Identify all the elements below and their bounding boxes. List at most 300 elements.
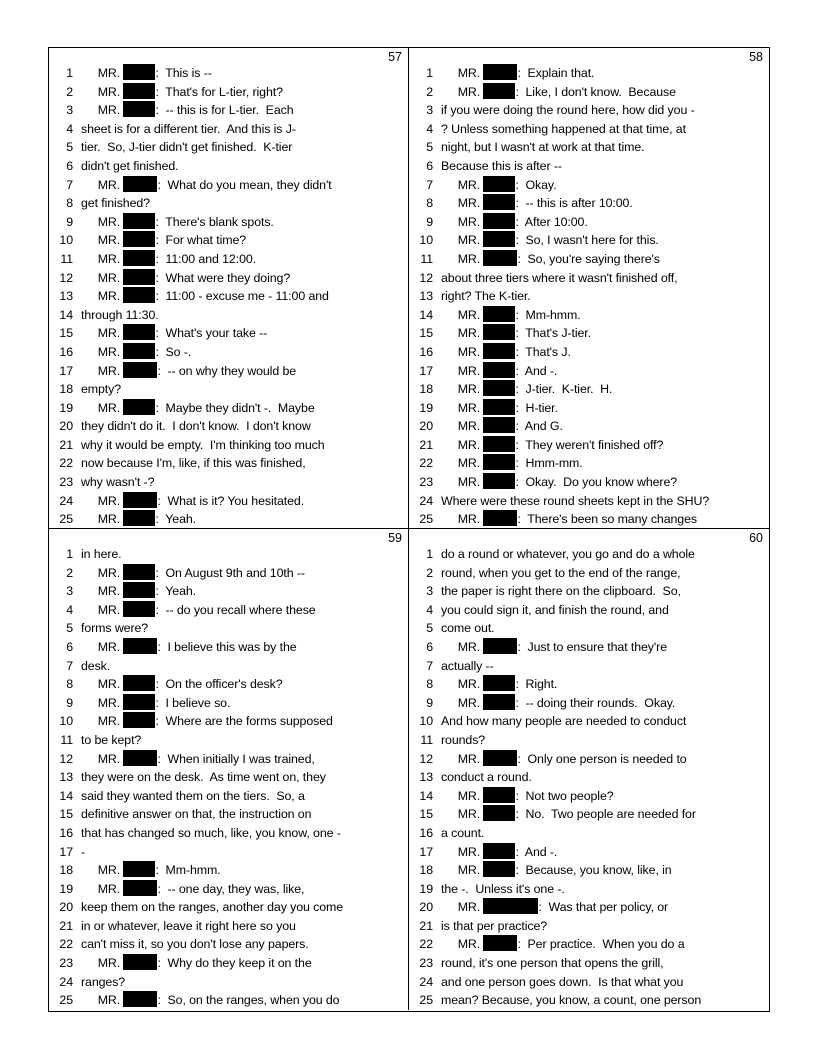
line-text [441, 287, 765, 306]
line-number: 19 [59, 881, 73, 896]
redaction-box [123, 269, 155, 285]
transcript-line [49, 824, 408, 843]
line-text [441, 787, 765, 806]
transcript-line [409, 638, 769, 657]
redaction-box [123, 861, 155, 877]
text-segment: : There's been so many changes [517, 512, 697, 527]
text-segment: MR. [441, 863, 484, 878]
line-text [81, 101, 404, 120]
text-segment: : On August 9th and 10th -- [155, 565, 305, 580]
text-segment: : Yeah. [155, 584, 197, 599]
page-lines [409, 64, 769, 529]
line-number: 21 [419, 918, 433, 933]
line-number: 6 [66, 639, 73, 654]
redaction-box [483, 194, 515, 210]
line-text [81, 750, 404, 769]
line-text [81, 343, 404, 362]
line-number: 14 [419, 788, 433, 803]
text-segment: round, when you get to the end of the range, [441, 565, 681, 580]
line-number: 25 [59, 512, 73, 527]
line-text [81, 712, 404, 731]
text-segment: : For what time? [155, 233, 247, 248]
text-segment: Where were these round sheets kept in the SHU? [441, 493, 710, 508]
redaction-box [123, 638, 157, 654]
transcript-line [409, 582, 769, 601]
transcript-line [409, 399, 769, 418]
redaction-box [483, 787, 515, 803]
line-text [81, 83, 404, 102]
redaction-box [483, 473, 515, 489]
transcript-line [409, 83, 769, 102]
transcript-line [409, 231, 769, 250]
line-number: 23 [59, 956, 73, 971]
line-text [81, 898, 404, 917]
transcript-line [49, 306, 408, 325]
text-segment: MR. [81, 326, 124, 341]
redaction-box [123, 601, 155, 617]
line-text [441, 138, 765, 157]
line-text [441, 417, 765, 436]
text-segment: : Like, I don't know. Because [515, 84, 676, 99]
transcript-line [49, 454, 408, 473]
text-segment: : -- one day, they was, like, [157, 881, 305, 896]
redaction-box [483, 935, 517, 951]
line-text [441, 657, 765, 676]
transcript-line [409, 861, 769, 880]
redaction-box [123, 675, 155, 691]
line-number: 9 [426, 214, 433, 229]
line-text [441, 768, 765, 787]
text-segment: rounds? [441, 732, 486, 747]
transcript-line [49, 231, 408, 250]
line-number: 2 [66, 84, 73, 99]
text-segment: MR. [81, 714, 124, 729]
transcript-line [49, 935, 408, 954]
line-number: 17 [59, 844, 73, 859]
redaction-box [123, 991, 157, 1007]
text-segment: : Only one person is needed to [517, 751, 687, 766]
transcript-page [49, 529, 409, 1010]
transcript-line [49, 675, 408, 694]
redaction-box [483, 231, 515, 247]
line-text [441, 545, 765, 564]
line-number: 23 [59, 475, 73, 490]
line-text [81, 768, 404, 787]
line-number: 22 [59, 937, 73, 952]
text-segment: MR. [81, 512, 124, 527]
line-text [441, 712, 765, 731]
text-segment: : Where are the forms supposed [155, 714, 333, 729]
text-segment: MR. [441, 363, 484, 378]
transcript-line [409, 194, 769, 213]
line-number: 24 [419, 974, 433, 989]
transcript-line [409, 824, 769, 843]
line-number: 7 [426, 177, 433, 192]
line-text [441, 750, 765, 769]
line-text [81, 954, 404, 973]
line-number: 14 [59, 307, 73, 322]
text-segment: : Not two people? [515, 788, 614, 803]
line-text [441, 324, 765, 343]
line-number: 25 [59, 993, 73, 1008]
redaction-box [123, 101, 155, 117]
transcript-line [409, 492, 769, 511]
text-segment: they didn't do it. I don't know. I don't know [81, 419, 311, 434]
transcript-line [49, 768, 408, 787]
transcript-line [49, 750, 408, 769]
line-number: 10 [419, 714, 433, 729]
line-text [81, 250, 404, 269]
transcript-line [409, 675, 769, 694]
transcript-line [49, 287, 408, 306]
text-segment: : H-tier. [515, 400, 558, 415]
redaction-box [123, 492, 157, 508]
line-number: 10 [419, 233, 433, 248]
text-segment: : 11:00 and 12:00. [155, 251, 256, 266]
text-segment: tier. So, J-tier didn't get finished. K-tier [81, 140, 293, 155]
transcript-line [49, 805, 408, 824]
text-segment: they were on the desk. As time went on, they [81, 770, 326, 785]
line-number: 8 [66, 677, 73, 692]
text-segment: MR. [441, 475, 484, 490]
line-number: 19 [59, 400, 73, 415]
text-segment: MR. [441, 900, 484, 915]
line-text [81, 324, 404, 343]
text-segment: : So, on the ranges, when you do [157, 993, 340, 1008]
text-segment: MR. [81, 602, 124, 617]
transcript-line [49, 657, 408, 676]
line-number: 13 [59, 289, 73, 304]
line-number: 16 [419, 344, 433, 359]
line-number: 14 [59, 788, 73, 803]
text-segment: MR. [441, 382, 484, 397]
transcript-line [49, 157, 408, 176]
transcript-line [409, 694, 769, 713]
transcript-line [49, 843, 408, 862]
line-text [81, 973, 404, 992]
transcript-line [49, 787, 408, 806]
transcript-line [409, 269, 769, 288]
line-text [441, 601, 765, 620]
page-lines [409, 545, 769, 1010]
text-segment: through 11:30. [81, 307, 159, 322]
text-segment: : -- do you recall where these [155, 602, 316, 617]
line-text [441, 991, 765, 1010]
redaction-box [123, 880, 157, 896]
line-number: 15 [419, 326, 433, 341]
text-segment: MR. [441, 512, 484, 527]
redaction-box [123, 582, 155, 598]
line-number: 5 [426, 140, 433, 155]
transcript-line [49, 138, 408, 157]
line-text [441, 176, 765, 195]
redaction-box [483, 805, 515, 821]
text-segment: : What's your take -- [155, 326, 268, 341]
line-text [441, 231, 765, 250]
line-text [81, 157, 404, 176]
line-number: 23 [419, 956, 433, 971]
text-segment: And how many people are needed to conduct [441, 714, 687, 729]
text-segment: : I believe this was by the [157, 639, 297, 654]
line-number: 20 [419, 900, 433, 915]
line-number: 22 [59, 456, 73, 471]
line-text [81, 843, 404, 862]
redaction-box [123, 694, 155, 710]
redaction-box [123, 213, 155, 229]
line-number: 20 [419, 419, 433, 434]
line-text [81, 582, 404, 601]
transcript-line [409, 880, 769, 899]
text-segment: didn't get finished. [81, 158, 179, 173]
line-text [81, 306, 404, 325]
line-number: 8 [426, 196, 433, 211]
line-text [441, 380, 765, 399]
redaction-box [123, 287, 155, 303]
page-number: 59 [388, 531, 402, 545]
line-number: 25 [419, 512, 433, 527]
text-segment: forms were? [81, 621, 149, 636]
transcript-line [409, 805, 769, 824]
transcript-line [409, 510, 769, 529]
line-number: 1 [426, 66, 433, 80]
line-text [441, 157, 765, 176]
line-number: 4 [66, 121, 73, 136]
line-text [81, 213, 404, 232]
text-segment: to be kept? [81, 732, 142, 747]
line-text [81, 731, 404, 750]
text-segment: MR. [81, 493, 124, 508]
transcript-line [409, 843, 769, 862]
line-text [81, 564, 404, 583]
line-number: 2 [426, 565, 433, 580]
text-segment: definitive answer on that, the instruction on [81, 807, 312, 822]
text-segment: MR. [441, 307, 484, 322]
transcript-line [409, 343, 769, 362]
line-number: 8 [426, 677, 433, 692]
text-segment: get finished? [81, 196, 150, 211]
line-text [441, 454, 765, 473]
line-number: 12 [419, 751, 433, 766]
line-text [441, 805, 765, 824]
transcript-line [49, 619, 408, 638]
text-segment: : There's blank spots. [155, 214, 274, 229]
line-text [81, 231, 404, 250]
line-text [81, 473, 404, 492]
line-number: 2 [426, 84, 433, 99]
transcript-line [409, 973, 769, 992]
redaction-box [123, 250, 155, 266]
text-segment: the -. Unless it's one -. [441, 881, 565, 896]
transcript-line [49, 638, 408, 657]
transcript-line [49, 250, 408, 269]
line-number: 24 [59, 493, 73, 508]
line-number: 11 [420, 732, 433, 747]
line-number: 22 [419, 456, 433, 471]
text-segment: MR. [81, 363, 124, 378]
text-segment: why it would be empty. I'm thinking too much [81, 437, 325, 452]
text-segment: : So, I wasn't here for this. [515, 233, 659, 248]
text-segment: : That's for L-tier, right? [155, 84, 283, 99]
line-number: 7 [66, 658, 73, 673]
redaction-box [123, 176, 157, 192]
text-segment: if you were doing the round here, how did you - [441, 103, 695, 118]
line-text [441, 824, 765, 843]
line-text [441, 861, 765, 880]
redaction-box [483, 454, 515, 470]
transcript-line [49, 343, 408, 362]
line-text [81, 545, 404, 564]
line-text [441, 619, 765, 638]
text-segment: MR. [81, 639, 124, 654]
text-segment: MR. [441, 400, 484, 415]
line-number: 17 [419, 363, 433, 378]
text-segment: and one person goes down. Is that what you [441, 974, 684, 989]
redaction-box [483, 213, 515, 229]
line-number: 15 [59, 807, 73, 822]
transcript-line [409, 250, 769, 269]
text-segment: desk. [81, 658, 111, 673]
text-segment: do a round or whatever, you go and do a whole [441, 547, 695, 561]
line-number: 21 [419, 437, 433, 452]
transcript-line [409, 787, 769, 806]
text-segment: night, but I wasn't at work at that time. [441, 140, 645, 155]
text-segment: MR. [441, 788, 484, 803]
line-number: 16 [59, 344, 73, 359]
text-segment: the paper is right there on the clipboard. So, [441, 584, 681, 599]
page-lines [49, 545, 408, 1010]
redaction-box [483, 638, 517, 654]
page-lines [49, 64, 408, 529]
redaction-box [483, 380, 515, 396]
redaction-box [123, 64, 155, 80]
line-text [441, 362, 765, 381]
line-text [441, 675, 765, 694]
transcript-line [409, 712, 769, 731]
text-segment: : 11:00 - excuse me - 11:00 and [155, 289, 329, 304]
redaction-box [483, 176, 515, 192]
line-text [441, 269, 765, 288]
line-text [441, 564, 765, 583]
text-segment: MR. [441, 456, 484, 471]
text-segment: why wasn't -? [81, 475, 155, 490]
line-number: 18 [59, 863, 73, 878]
text-segment: a count. [441, 825, 485, 840]
transcript-line [49, 380, 408, 399]
line-number: 19 [419, 881, 433, 896]
line-number: 2 [66, 565, 73, 580]
text-segment: actually -- [441, 658, 494, 673]
line-text [441, 399, 765, 418]
line-number: 17 [419, 844, 433, 859]
text-segment: MR. [441, 807, 484, 822]
transcript-line [409, 935, 769, 954]
text-segment: ranges? [81, 974, 126, 989]
line-text [441, 973, 765, 992]
text-segment: conduct a round. [441, 770, 532, 785]
page-number: 58 [749, 50, 763, 64]
line-number: 3 [66, 103, 73, 118]
text-segment: : And -. [515, 844, 558, 859]
line-number: 9 [66, 695, 73, 710]
text-segment: MR. [441, 214, 484, 229]
line-text [81, 454, 404, 473]
text-segment: MR. [81, 251, 124, 266]
text-segment: MR. [441, 233, 484, 248]
line-text [81, 269, 404, 288]
transcript-line [409, 564, 769, 583]
line-number: 22 [419, 937, 433, 952]
transcript-line [409, 750, 769, 769]
line-text [81, 417, 404, 436]
line-text [81, 824, 404, 843]
text-segment: said they wanted them on the tiers. So, a [81, 788, 305, 803]
transcript-line [409, 324, 769, 343]
redaction-box [483, 750, 517, 766]
transcript-line [49, 582, 408, 601]
transcript-line [49, 492, 408, 511]
line-text [441, 492, 765, 511]
line-number: 12 [59, 751, 73, 766]
transcript-line [49, 213, 408, 232]
line-text [81, 436, 404, 455]
text-segment: MR. [441, 751, 484, 766]
redaction-box [483, 675, 515, 691]
line-number: 7 [66, 177, 73, 192]
redaction-box [483, 324, 515, 340]
page-number: 60 [749, 531, 763, 545]
line-number: 4 [426, 121, 433, 136]
line-text [81, 287, 404, 306]
transcript-line [409, 917, 769, 936]
line-number: 16 [419, 825, 433, 840]
text-segment: : When initially I was trained, [157, 751, 315, 766]
transcript-sheet [48, 47, 770, 1012]
line-number: 3 [66, 584, 73, 599]
line-text [81, 399, 404, 418]
text-segment: MR. [81, 993, 124, 1008]
line-text [81, 861, 404, 880]
text-segment: MR. [81, 214, 124, 229]
text-segment: MR. [81, 400, 124, 415]
line-text [81, 138, 404, 157]
transcript-line [49, 973, 408, 992]
redaction-box [483, 343, 515, 359]
line-text [441, 638, 765, 657]
redaction-box [483, 399, 515, 415]
text-segment: : Okay. [515, 177, 557, 192]
text-segment: MR. [81, 233, 124, 248]
text-segment: MR. [81, 565, 124, 580]
text-segment: MR. [441, 326, 484, 341]
text-segment: MR. [81, 177, 124, 192]
text-segment: MR. [81, 344, 124, 359]
line-text [81, 694, 404, 713]
line-text [81, 638, 404, 657]
transcript-line [49, 269, 408, 288]
transcript-page [409, 48, 769, 529]
transcript-line [409, 768, 769, 787]
text-segment: in or whatever, leave it right here so you [81, 918, 296, 933]
redaction-box [483, 861, 515, 877]
text-segment: MR. [81, 584, 124, 599]
line-text [81, 675, 404, 694]
line-text [441, 917, 765, 936]
redaction-box [123, 362, 157, 378]
transcript-page [409, 529, 769, 1010]
line-text [441, 731, 765, 750]
text-segment: is that per practice? [441, 918, 548, 933]
text-segment: MR. [81, 863, 124, 878]
